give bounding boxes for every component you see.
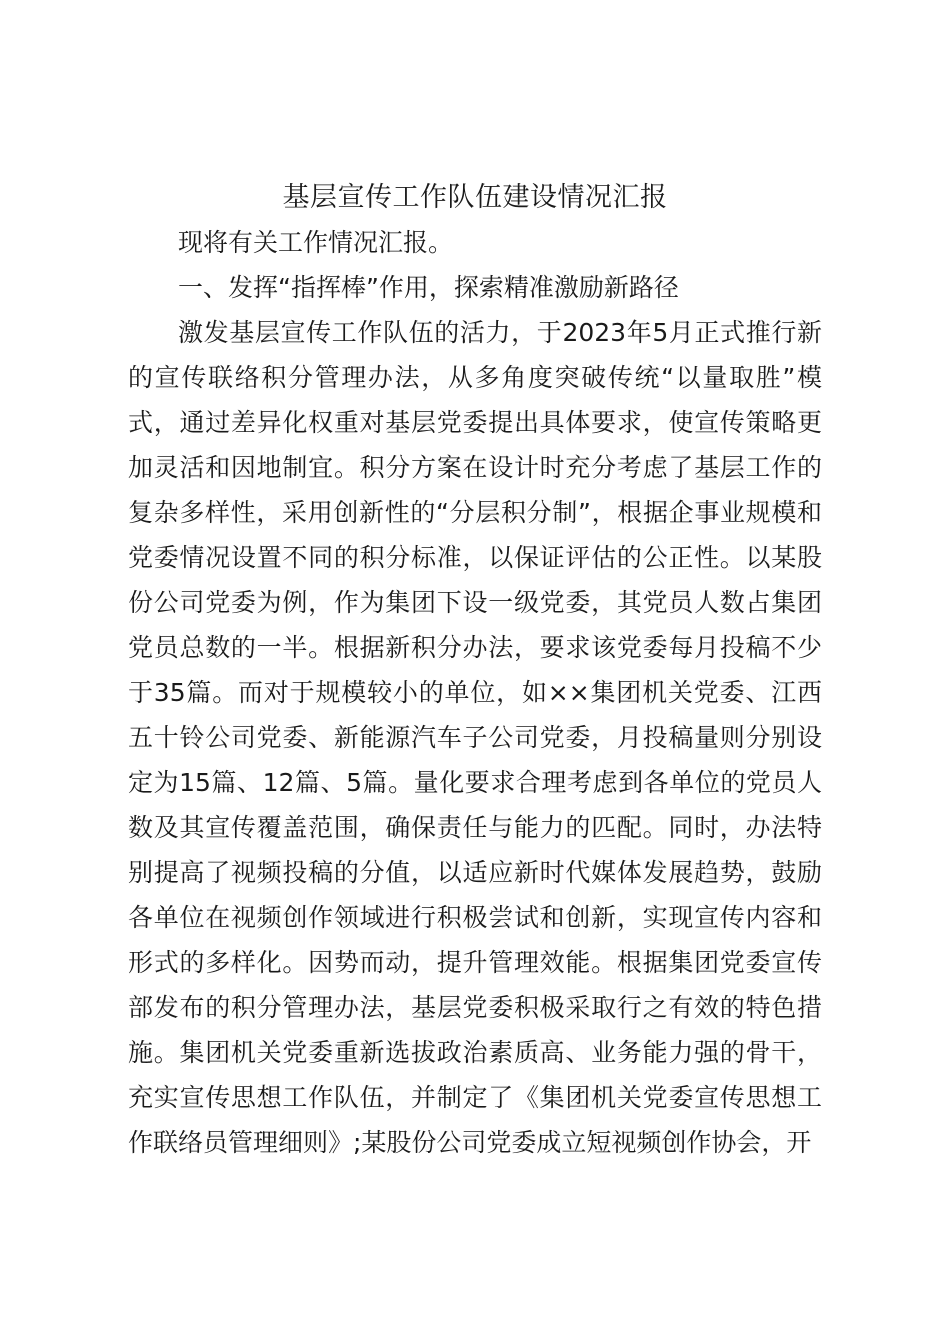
- section-heading: 一、发挥“指挥棒”作用，探索精准激励新路径: [178, 273, 679, 302]
- body-paragraph: 激发基层宣传工作队伍的活力，于2023年5月正式推行新的宣传联络积分管理办法，从多角度突破传统“以量取胜”模式，通过差异化权重对基层党委提出具体要求，使宣传策略更加灵活和因地制宜。积分方案在设计时充分考虑了基层工作的复杂多样性，采用创新性的“分层积分制”，根据企事业规模和党委情况设置不同的积分标准，以保证评估的公正性。以某股份公司党委为例，作为集团下设一级党委，其党员人数占集团党员总数的一半。根据新积分办法，要求该党委每月投稿不少于35篇。而对于规模较小的单位，如××集团机关党委、江西五十铃公司党委、新能源汽车子公司党委，月投稿量则分别设定为15篇、12篇、5篇。量化要求合理考虑到各单位的党员人数及其宣传覆盖范围，确保责任与能力的匹配。同时，办法特别提高了视频投稿的分值，以适应新时代媒体发展趋势，鼓励各单位在视频创作领域进行积极尝试和创新，实现宣传内容和形式的多样化。因势而动，提升管理效能。根据集团党委宣传部发布的积分管理办法，基层党委积极采取行之有效的特色措施。集团机关党委重新选拔政治素质高、业务能力强的骨干，充实宣传思想工作队伍，并制定了《集团机关党委宣传思想工作联络员管理细则》;某股份公司党委成立短视频创作协会，开: [128, 318, 822, 1157]
- document-title: 基层宣传工作队伍建设情况汇报: [282, 182, 668, 213]
- document-body: [128, 220, 822, 1165]
- intro-paragraph: 现将有关工作情况汇报。: [178, 228, 454, 257]
